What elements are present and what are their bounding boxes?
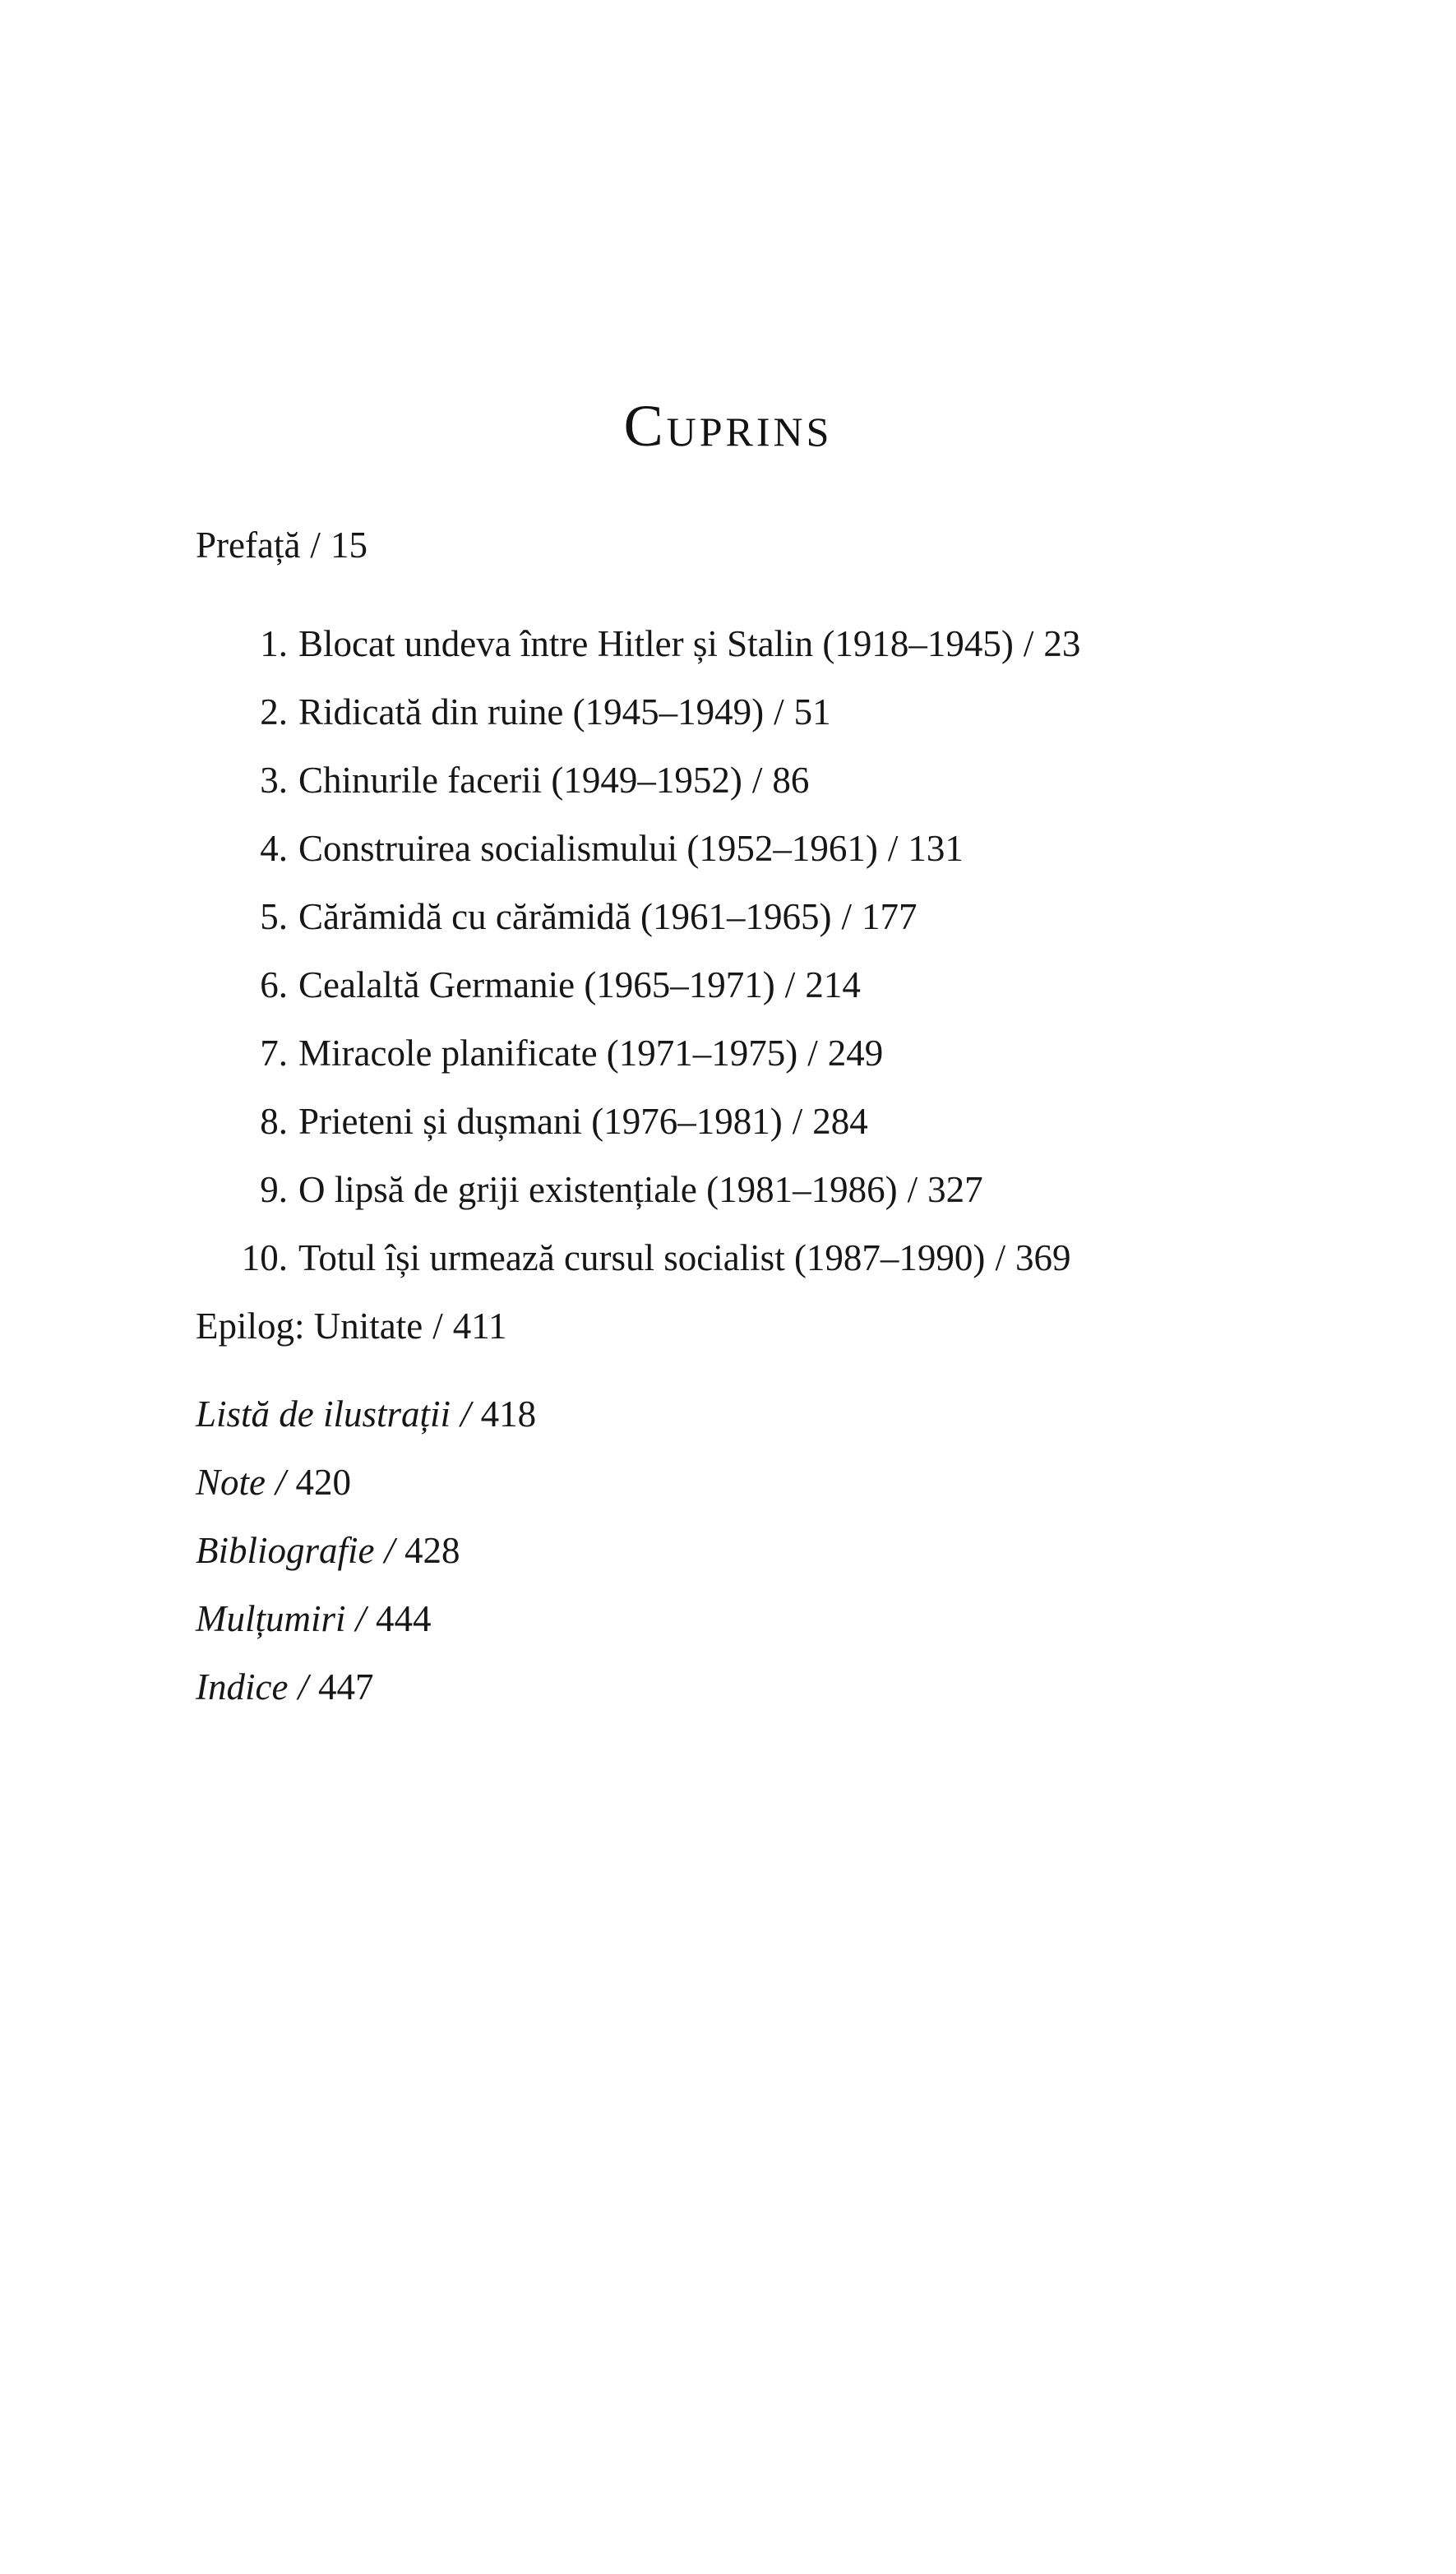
entry-number: 7.: [260, 1033, 288, 1074]
entry-page-number: 214: [805, 964, 861, 1005]
entry-title: Chinurile facerii (1949–1952): [298, 760, 742, 801]
entry-separator: /: [995, 1237, 1005, 1278]
entry-separator: /: [310, 525, 321, 566]
entry-title: Cărămidă cu cărămidă (1961–1965): [298, 896, 832, 937]
entry-page-number: 369: [1015, 1237, 1071, 1278]
entry-title: Note: [196, 1462, 266, 1503]
entry-page-number: 177: [862, 896, 918, 937]
entry-separator: /: [355, 1598, 367, 1639]
toc-backmatter-list: [196, 1380, 1292, 1721]
entry-page-number: 444: [376, 1598, 432, 1639]
entry-page-number: 327: [927, 1169, 983, 1210]
entry-title: Construirea socialismului (1952–1961): [298, 828, 878, 869]
entry-page-number: 411: [452, 1305, 507, 1347]
entry-text: [298, 883, 918, 951]
entry-title: Ridicată din ruine (1945–1949): [298, 691, 765, 732]
entry-number: 6.: [260, 964, 288, 1005]
entry-text: [298, 678, 831, 746]
entry-page-number: 418: [480, 1393, 537, 1435]
entry-separator: /: [460, 1393, 471, 1435]
entry-page-number: 86: [772, 760, 810, 801]
entry-number: 1.: [260, 623, 288, 664]
entry-page-number: 15: [330, 525, 367, 566]
entry-page-number: 284: [812, 1101, 868, 1142]
entry-number: 8.: [260, 1101, 288, 1142]
toc-chapter-row: [196, 1088, 1292, 1156]
entry-page-number: 51: [793, 691, 831, 732]
entry-separator: /: [887, 828, 899, 869]
entry-text: [298, 815, 964, 883]
entry-number: 5.: [260, 896, 288, 937]
toc-backmatter-row: [196, 1449, 1292, 1517]
toc-chapter-list: [196, 610, 1292, 1292]
entry-title: Mulțumiri: [196, 1598, 346, 1639]
entry-text: [298, 610, 1080, 678]
entry-number: 4.: [260, 828, 288, 869]
toc-chapter-row: [196, 678, 1292, 746]
entry-title: Prieteni și dușmani (1976–1981): [298, 1101, 783, 1142]
entry-label: Epilog: Unitate: [196, 1305, 423, 1347]
entry-title: O lipsă de griji existențiale (1981–1986): [298, 1169, 898, 1210]
entry-separator: /: [774, 691, 784, 732]
entry-page-number: 447: [317, 1666, 374, 1708]
entry-title: Indice: [196, 1666, 289, 1708]
entry-separator: /: [298, 1666, 308, 1708]
entry-text: [298, 746, 809, 815]
toc-backmatter-row: [196, 1380, 1292, 1449]
toc-chapter-row: [196, 1156, 1292, 1224]
toc-chapter-row: [196, 610, 1292, 678]
toc-chapter-row: [196, 951, 1292, 1019]
entry-page-number: 249: [827, 1033, 884, 1074]
toc-chapter-row: [196, 815, 1292, 883]
entry-page-number: 420: [295, 1462, 352, 1503]
entry-text: [298, 951, 861, 1019]
toc-entry-preface: [196, 511, 1292, 580]
toc-chapter-row: [196, 746, 1292, 815]
entry-text: [298, 1019, 883, 1088]
entry-separator: /: [432, 1305, 443, 1347]
entry-number: 9.: [260, 1169, 288, 1210]
entry-separator: /: [384, 1530, 395, 1571]
entry-separator: /: [807, 1033, 818, 1074]
toc-content: [196, 511, 1292, 1721]
entry-title: Blocat undeva între Hitler și Stalin (1918–1945): [298, 623, 1014, 664]
toc-chapter-row: [196, 883, 1292, 951]
entry-separator: /: [841, 896, 853, 937]
entry-separator: /: [907, 1169, 918, 1210]
toc-backmatter-row: [196, 1517, 1292, 1585]
entry-number: 10.: [241, 1237, 288, 1278]
page-title: Cuprins: [623, 393, 833, 459]
entry-text: [298, 1088, 868, 1156]
entry-text: [298, 1224, 1070, 1292]
entry-page-number: 131: [908, 828, 964, 869]
toc-entry-epilogue: [196, 1292, 1292, 1361]
entry-title: Cealaltă Germanie (1965–1971): [298, 964, 775, 1005]
entry-text: [298, 1156, 983, 1224]
entry-title: Totul își urmează cursul socialist (1987–1990): [298, 1237, 986, 1278]
entry-title: Bibliografie: [196, 1530, 375, 1571]
toc-chapter-row: [196, 1224, 1292, 1292]
toc-chapter-row: [196, 1019, 1292, 1088]
entry-page-number: 23: [1043, 623, 1081, 664]
entry-number: 2.: [260, 691, 288, 732]
entry-title: Listă de ilustrații: [196, 1393, 451, 1435]
entry-separator: /: [792, 1101, 803, 1142]
entry-separator: /: [275, 1462, 286, 1503]
entry-separator: /: [1023, 623, 1034, 664]
book-page: [0, 385, 1456, 2574]
entry-label: Prefață: [196, 525, 301, 566]
entry-title: Miracole planificate (1971–1975): [298, 1033, 798, 1074]
entry-page-number: 428: [404, 1530, 460, 1571]
toc-backmatter-row: [196, 1585, 1292, 1653]
entry-number: 3.: [260, 760, 288, 801]
entry-separator: /: [751, 760, 763, 801]
toc-backmatter-row: [196, 1653, 1292, 1721]
entry-separator: /: [784, 964, 796, 1005]
